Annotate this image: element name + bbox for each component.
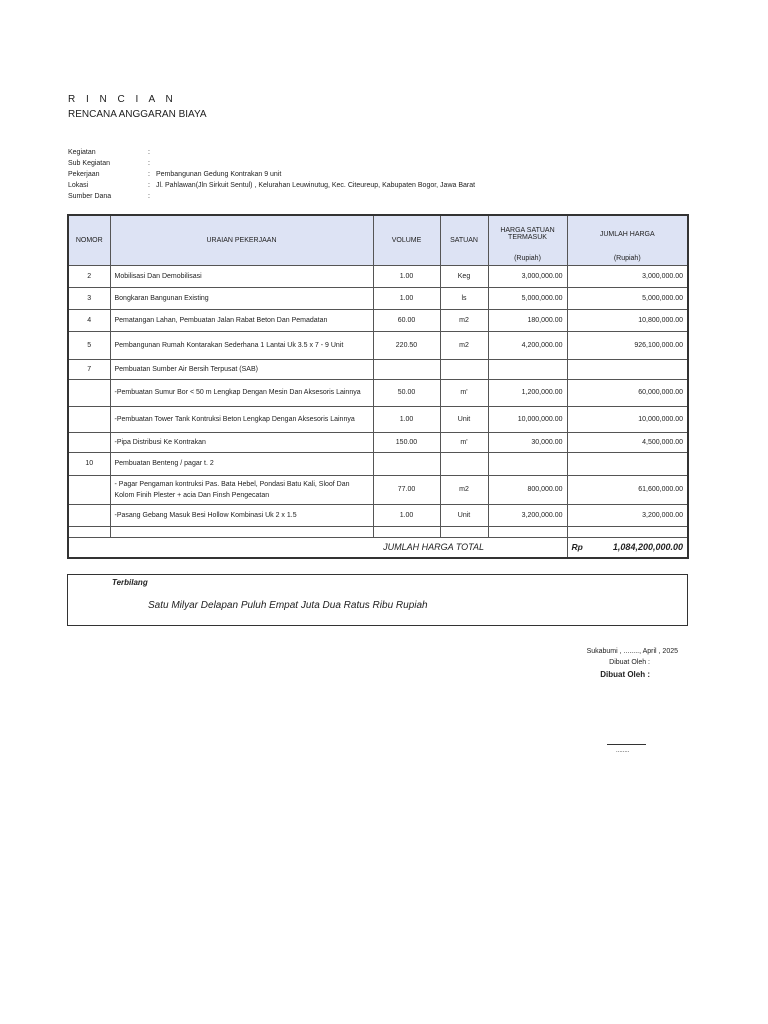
table-row: [68, 452, 688, 475]
table-row: [68, 287, 688, 309]
cell-satuan: [440, 526, 488, 537]
cell-jumlah-harga: [567, 526, 688, 537]
cell-harga-satuan: 3,200,000.00: [488, 504, 567, 526]
cell-volume: 1.00: [373, 504, 440, 526]
cell-harga-satuan: 10,000,000.00: [488, 406, 567, 432]
cell-nomor: [68, 526, 110, 537]
info-row-sub-kegiatan: Sub Kegiatan :: [68, 160, 150, 167]
cell-satuan: [440, 359, 488, 379]
total-currency: Rp: [571, 542, 583, 552]
cell-volume: 220.50: [373, 331, 440, 359]
cell-nomor: 5: [68, 331, 110, 359]
signature-dibuat-oleh-bold: Dibuat Oleh :: [600, 670, 650, 679]
cell-satuan: m': [440, 432, 488, 452]
cell-harga-satuan: 5,000,000.00: [488, 287, 567, 309]
table-row: [68, 265, 688, 287]
document-title: R I N C I A N: [68, 94, 177, 105]
cell-volume: 150.00: [373, 432, 440, 452]
table-row: [68, 504, 688, 526]
cell-nomor: [68, 406, 110, 432]
cell-volume: [373, 526, 440, 537]
cell-uraian: -Pembuatan Sumur Bor < 50 m Lengkap Dengan Mesin Dan Aksesoris Lainnya: [110, 379, 373, 406]
table-row: [68, 406, 688, 432]
cell-satuan: ls: [440, 287, 488, 309]
cell-jumlah-harga: 3,000,000.00: [567, 265, 688, 287]
cell-uraian: Pematangan Lahan, Pembuatan Jalan Rabat Beton Dan Pemadatan: [110, 309, 373, 331]
terbilang-box: [67, 574, 688, 626]
info-value: Jl. Pahlawan(Jln Sirkuit Sentul) , Kelurahan Leuwinutug, Kec. Citeureup, Kabupaten Bogor, Jawa Barat: [156, 182, 476, 189]
cell-nomor: 2: [68, 265, 110, 287]
signature-place-date: Sukabumi , ........, April , 2025: [586, 648, 678, 655]
header-nomor: NOMOR: [68, 215, 110, 265]
project-info: [68, 147, 475, 202]
cell-jumlah-harga: 10,800,000.00: [567, 309, 688, 331]
cell-uraian: -Pembuatan Tower Tank Kontruksi Beton Lengkap Dengan Aksesoris Lainnya: [110, 406, 373, 432]
info-row-lokasi: Lokasi : Jl. Pahlawan(Jln Sirkuit Sentul) , Kelurahan Leuwinutug, Kec. Citeureup, Kabupaten Bogor, Jawa Barat: [68, 182, 476, 189]
header-uraian: URAIAN PEKERJAAN: [110, 215, 373, 265]
total-value-cell: [567, 537, 688, 558]
total-row: [68, 537, 688, 558]
cell-jumlah-harga: 3,200,000.00: [567, 504, 688, 526]
cell-nomor: 7: [68, 359, 110, 379]
cell-jumlah-harga: 60,000,000.00: [567, 379, 688, 406]
table-row: [68, 526, 688, 537]
info-row-sumber-dana: Sumber Dana :: [68, 193, 150, 200]
table-row: [68, 475, 688, 504]
cell-uraian: Pembuatan Sumber Air Bersih Terpusat (SAB): [110, 359, 373, 379]
cell-satuan: [440, 452, 488, 475]
cell-volume: 50.00: [373, 379, 440, 406]
cell-harga-satuan: 180,000.00: [488, 309, 567, 331]
info-label: Pekerjaan: [68, 171, 100, 178]
header-satuan: SATUAN: [440, 215, 488, 265]
cell-volume: 1.00: [373, 406, 440, 432]
cell-uraian: Bongkaran Bangunan Existing: [110, 287, 373, 309]
cell-uraian: -Pasang Gebang Masuk Besi Hollow Kombinasi Uk 2 x 1.5: [110, 504, 373, 526]
cell-volume: 1.00: [373, 265, 440, 287]
cell-satuan: m2: [440, 309, 488, 331]
cell-volume: 77.00: [373, 475, 440, 504]
info-label: Sub Kegiatan: [68, 160, 111, 167]
cell-harga-satuan: 4,200,000.00: [488, 331, 567, 359]
cell-jumlah-harga: 61,600,000.00: [567, 475, 688, 504]
cell-nomor: 3: [68, 287, 110, 309]
cell-satuan: Unit: [440, 406, 488, 432]
cell-jumlah-harga: [567, 452, 688, 475]
total-empty: [488, 537, 567, 558]
cell-nomor: [68, 504, 110, 526]
cell-harga-satuan: 3,000,000.00: [488, 265, 567, 287]
header-rupiah: (Rupiah): [488, 252, 567, 265]
cell-volume: [373, 452, 440, 475]
cell-satuan: Keg: [440, 265, 488, 287]
terbilang-text: Satu Milyar Delapan Puluh Empat Juta Dua Ratus Ribu Rupiah: [148, 600, 428, 611]
total-value: 1,084,200,000.00: [612, 542, 683, 552]
cell-harga-satuan: [488, 359, 567, 379]
cell-nomor: 10: [68, 452, 110, 475]
cell-jumlah-harga: [567, 359, 688, 379]
info-value: Pembangunan Gedung Kontrakan 9 unit: [156, 171, 282, 178]
cell-uraian: [110, 526, 373, 537]
total-label: JUMLAH HARGA TOTAL: [68, 537, 488, 558]
signature-dibuat-oleh: Dibuat Oleh :: [609, 659, 650, 666]
table-row: [68, 309, 688, 331]
cell-jumlah-harga: 5,000,000.00: [567, 287, 688, 309]
header-rupiah: (Rupiah): [567, 252, 688, 265]
cell-harga-satuan: [488, 452, 567, 475]
document-subtitle: RENCANA ANGGARAN BIAYA: [68, 109, 207, 120]
table-row: [68, 331, 688, 359]
cell-harga-satuan: 30,000.00: [488, 432, 567, 452]
cost-table: [67, 214, 689, 559]
info-label: Lokasi: [68, 182, 89, 189]
cell-jumlah-harga: 10,000,000.00: [567, 406, 688, 432]
info-label: Sumber Dana: [68, 193, 112, 200]
header-jumlah-harga: JUMLAH HARGA: [567, 215, 688, 252]
cell-uraian: Pembuatan Benteng / pagar t. 2: [110, 452, 373, 475]
terbilang-label: Terbilang: [112, 578, 148, 587]
signature-name: ........: [616, 748, 630, 754]
table-row: [68, 432, 688, 452]
cell-nomor: [68, 379, 110, 406]
table-body: [68, 265, 688, 537]
cell-volume: [373, 359, 440, 379]
info-label: Kegiatan: [68, 149, 96, 156]
cell-nomor: [68, 475, 110, 504]
cell-uraian: Mobilisasi Dan Demobilisasi: [110, 265, 373, 287]
info-row-kegiatan: Kegiatan :: [68, 149, 150, 156]
cell-satuan: m2: [440, 475, 488, 504]
cell-volume: 60.00: [373, 309, 440, 331]
cell-jumlah-harga: 926,100,000.00: [567, 331, 688, 359]
header-volume: VOLUME: [373, 215, 440, 265]
cell-uraian: - Pagar Pengaman kontruksi Pas. Bata Hebel, Pondasi Batu Kali, Sloof Dan Kolom Finih Plester + acia Dan Finsh Pengecatan: [110, 475, 373, 504]
cell-volume: 1.00: [373, 287, 440, 309]
cell-harga-satuan: 1,200,000.00: [488, 379, 567, 406]
signature-line: [607, 744, 646, 745]
cell-nomor: 4: [68, 309, 110, 331]
cell-satuan: Unit: [440, 504, 488, 526]
cell-harga-satuan: [488, 526, 567, 537]
cell-satuan: m': [440, 379, 488, 406]
cell-harga-satuan: 800,000.00: [488, 475, 567, 504]
cell-uraian: -Pipa Distribusi Ke Kontrakan: [110, 432, 373, 452]
info-row-pekerjaan: Pekerjaan : Pembangunan Gedung Kontrakan 9 unit: [68, 171, 282, 178]
table-row: [68, 379, 688, 406]
table-row: [68, 359, 688, 379]
header-harga-satuan: HARGA SATUAN TERMASUK: [488, 215, 567, 252]
cell-jumlah-harga: 4,500,000.00: [567, 432, 688, 452]
cell-satuan: m2: [440, 331, 488, 359]
cell-nomor: [68, 432, 110, 452]
cell-uraian: Pembangunan Rumah Kontarakan Sederhana 1 Lantai Uk 3.5 x 7 - 9 Unit: [110, 331, 373, 359]
